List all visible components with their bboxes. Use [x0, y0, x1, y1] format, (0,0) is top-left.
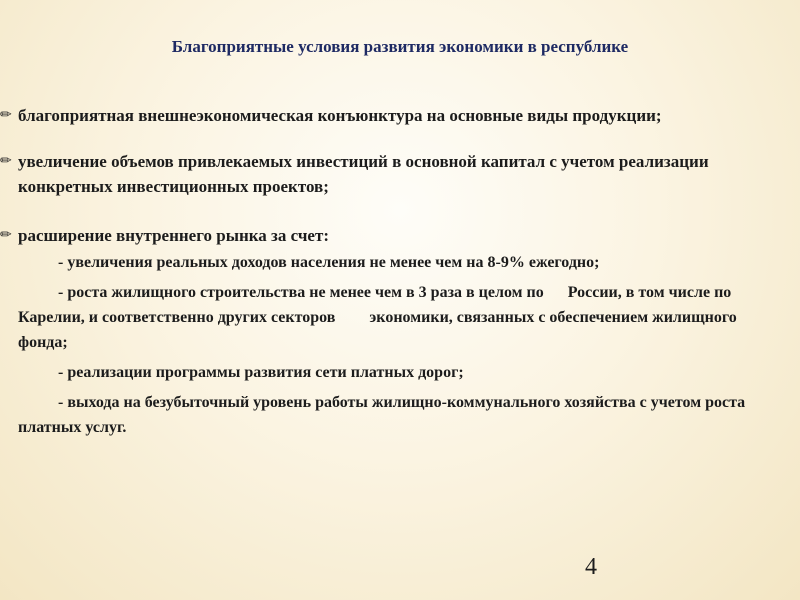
page-number: 4: [585, 554, 597, 580]
bullet-text: благоприятная внешнеэкономическая конъюнктура на основные виды продукции;: [18, 106, 662, 125]
bullet-text: увеличение объемов привлекаемых инвестиций в основной капитал с учетом реализации конкретных инвестиционных проектов;: [18, 152, 709, 196]
bullet-item: [0, 223, 790, 248]
sub-item: [0, 280, 790, 355]
pencil-icon: ✏: [0, 228, 12, 243]
slide-title: Благоприятные условия развития экономики в республике: [171, 37, 629, 56]
sub-item-text: России, в том числе по Карелии, и соответственно других секторов: [18, 284, 732, 326]
bullet-item: [0, 149, 790, 199]
pencil-icon: ✏: [0, 154, 12, 169]
pencil-icon: ✏: [0, 108, 12, 123]
bullet-text: расширение внутреннего рынка за счет:: [18, 226, 329, 245]
sub-item: [0, 360, 790, 385]
sub-item-text: - увеличения реальных доходов населения не менее чем на 8-9% ежегодно;: [58, 254, 600, 271]
bullet-item: [0, 103, 790, 128]
sub-item-text: - роста жилищного строительства не менее чем в 3 раза в целом по: [58, 284, 544, 301]
sub-item-text: экономики, связанных с обеспечением жилищного фонда;: [18, 309, 737, 351]
sub-item-text: - выхода на безубыточный уровень работы жилищно-коммунального хозяйства с учетом роста платных услуг.: [18, 394, 746, 436]
sub-item-text: - реализации программы развития сети платных дорог;: [58, 364, 464, 381]
slide-content: [0, 103, 790, 440]
sub-item: [0, 250, 790, 275]
sub-item: [0, 390, 790, 440]
